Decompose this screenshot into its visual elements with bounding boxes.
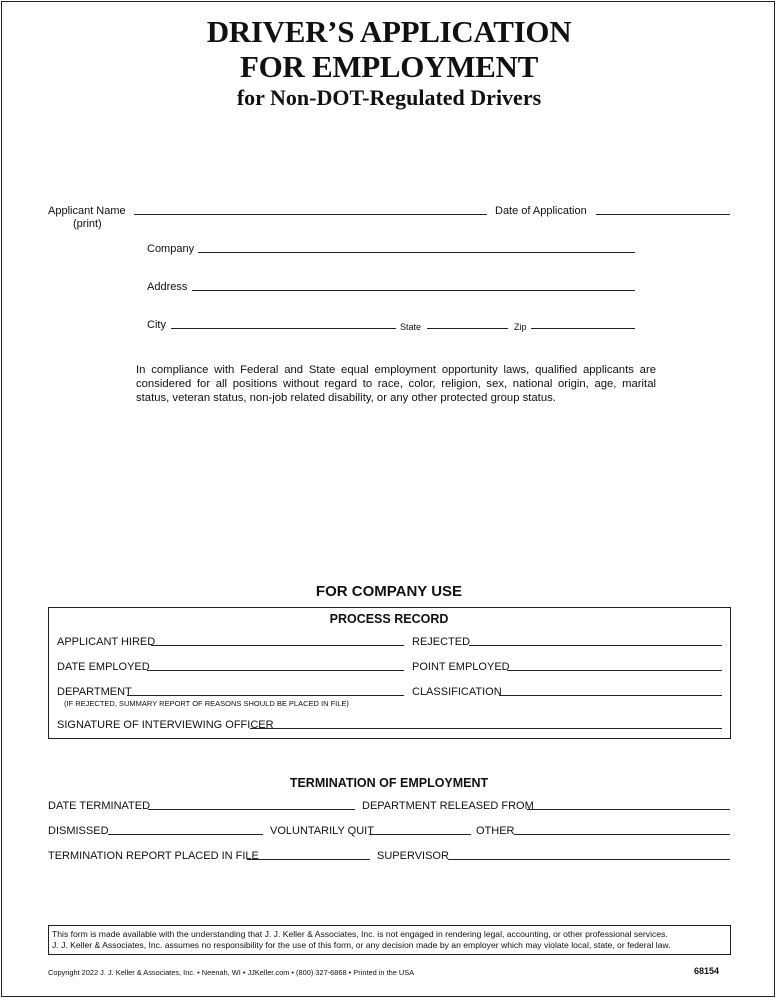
form-number: 68154 — [694, 966, 720, 976]
form-title-line1: DRIVER’S APPLICATION — [206, 14, 572, 49]
company-label: Company — [147, 243, 195, 255]
signature-label: SIGNATURE OF INTERVIEWING OFFICER — [57, 719, 274, 731]
voluntarily-quit-field[interactable] — [369, 834, 471, 835]
disclaimer-line1: This form is made available with the understanding that J. J. Keller & Associates, Inc. is not engaged in rendering legal, accounting, or other professional services. — [52, 929, 668, 939]
disclaimer-text — [52, 929, 728, 951]
address-label: Address — [147, 281, 188, 293]
address-field[interactable] — [192, 290, 635, 291]
voluntarily-quit-label: VOLUNTARILY QUIT — [270, 825, 374, 837]
department-released-field[interactable] — [527, 809, 730, 810]
applicant-hired-label: APPLICANT HIRED — [57, 636, 156, 648]
termination-heading: TERMINATION OF EMPLOYMENT — [289, 776, 489, 790]
date-employed-field[interactable] — [147, 670, 404, 671]
form-subtitle: for Non-DOT-Regulated Drivers — [236, 85, 542, 110]
rejected-label: REJECTED — [412, 636, 471, 648]
copyright-text: Copyright 2022 J. J. Keller & Associates, Inc. • Neenah, WI • JJKeller.com • (800) 327-6868 • Printed in the USA — [48, 968, 415, 977]
termination-report-label: TERMINATION REPORT PLACED IN FILE — [48, 850, 259, 862]
company-field[interactable] — [198, 252, 635, 253]
zip-field[interactable] — [531, 328, 635, 329]
rejected-field[interactable] — [469, 645, 722, 646]
form-title-line2: FOR EMPLOYMENT — [239, 49, 539, 84]
point-employed-field[interactable] — [507, 670, 722, 671]
state-field[interactable] — [427, 328, 508, 329]
classification-label: CLASSIFICATION — [412, 686, 502, 698]
disclaimer-line2: J. J. Keller & Associates, Inc. assumes no responsibility for the use of this form, or any decision made by an employer which may violate local, state, or federal law. — [52, 940, 671, 950]
city-field[interactable] — [171, 328, 396, 329]
supervisor-label: SUPERVISOR — [377, 850, 449, 862]
other-field[interactable] — [514, 834, 730, 835]
date-of-application-label: Date of Application — [495, 205, 587, 217]
date-employed-label: DATE EMPLOYED — [57, 661, 150, 673]
applicant-name-label: Applicant Name — [48, 205, 126, 217]
other-label: OTHER — [476, 825, 515, 837]
point-employed-label: POINT EMPLOYED — [412, 661, 510, 673]
zip-label: Zip — [514, 322, 527, 332]
department-field[interactable] — [127, 695, 404, 696]
applicant-hired-field[interactable] — [151, 645, 404, 646]
print-label: (print) — [73, 218, 102, 230]
applicant-name-field[interactable] — [134, 214, 487, 215]
date-terminated-field[interactable] — [148, 809, 355, 810]
state-label: State — [400, 322, 422, 332]
dismissed-label: DISMISSED — [48, 825, 109, 837]
company-use-heading: FOR COMPANY USE — [315, 583, 463, 600]
eeo-statement: In compliance with Federal and State equal employment opportunity laws, qualified applicants are considered for all positions without regard to race, color, religion, sex, national origin, age, marital status, veteran status, non-job related disability, or any other protected group status. — [136, 364, 656, 404]
process-record-heading: PROCESS RECORD — [329, 612, 449, 626]
signature-field[interactable] — [250, 728, 722, 729]
classification-field[interactable] — [499, 695, 722, 696]
department-released-label: DEPARTMENT RELEASED FROM — [362, 800, 534, 812]
date-terminated-label: DATE TERMINATED — [48, 800, 151, 812]
termination-report-field[interactable] — [247, 859, 370, 860]
city-label: City — [147, 319, 166, 331]
date-of-application-field[interactable] — [596, 214, 730, 215]
dismissed-field[interactable] — [108, 834, 263, 835]
department-label: DEPARTMENT — [57, 686, 132, 698]
form-page — [1, 1, 775, 997]
supervisor-field[interactable] — [448, 859, 730, 860]
department-note: (IF REJECTED, SUMMARY REPORT OF REASONS SHOULD BE PLACED IN FILE) — [64, 699, 349, 708]
